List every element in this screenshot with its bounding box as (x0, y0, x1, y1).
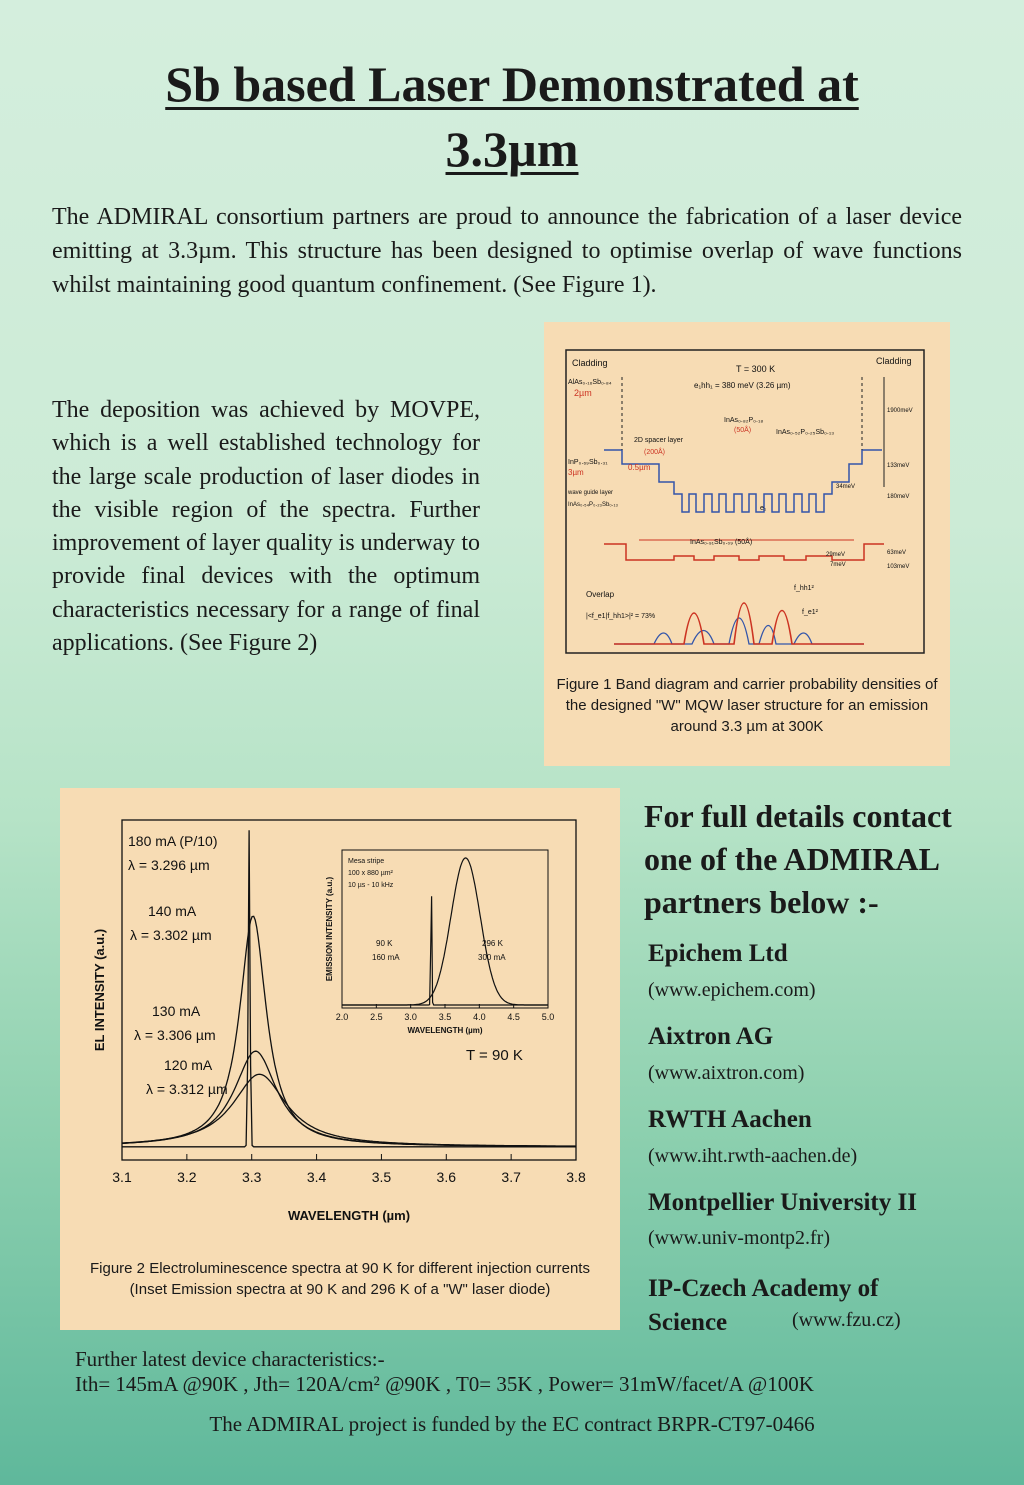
x-tick-label: 3.5 (371, 1169, 392, 1185)
label-inp: InP₀.₆₉Sb₀.₃₁ (568, 459, 608, 466)
label-inasps: InAs₀.₅₂P₀.₂₅Sb₀.₁₃ (776, 429, 835, 436)
page-title: Sb based Laser Demonstrated at (165, 56, 859, 112)
label-overlap-value: |<f_e1|f_hh1>|² = 73% (586, 613, 656, 620)
label-inasp-thickness: (50Å) (734, 427, 752, 434)
funding-statement: The ADMIRAL project is funded by the EC contract BRPR-CT97-0466 (209, 1412, 815, 1436)
inset-series-sub: 300 mA (478, 953, 506, 962)
temperature-annotation: T = 90 K (466, 1047, 523, 1064)
inset-x-axis-label: WAVELENGTH (µm) (407, 1026, 483, 1035)
further-characteristics-label: Further latest device characteristics:- (75, 1347, 385, 1371)
figure-1-panel (544, 322, 950, 766)
label-fhh1: f_hh1² (794, 585, 814, 592)
figure-2-caption (65, 1258, 615, 1300)
series-label: 140 mA (148, 903, 197, 919)
label-1900mev: 1900meV (887, 408, 913, 414)
figure-2-caption-line2: (Inset Emission spectra at 90 K and 296 K of a "W" laser diode) (129, 1281, 551, 1298)
inset-note: 100 x 880 µm² (348, 870, 393, 877)
series-wavelength: λ = 3.296 µm (128, 857, 210, 873)
label-overlap: Overlap (586, 590, 615, 599)
figure-2-caption-line1: Figure 2 Electroluminescence spectra at 90 K for different injection currents (90, 1260, 590, 1277)
label-cladding-right: Cladding (876, 356, 912, 366)
y-axis-label: EL INTENSITY (a.u.) (92, 928, 107, 1052)
series-label: 130 mA (152, 1003, 201, 1019)
x-tick-label: 3.3 (241, 1169, 262, 1185)
label-inasp: InAs₀.₈₂P₀.₁₈ (724, 417, 764, 424)
partner-name: Montpellier University II (648, 1189, 917, 1216)
partner-url[interactable]: (www.univ-montp2.fr) (648, 1227, 831, 1249)
partner-name: Aixtron AG (648, 1023, 774, 1050)
partner-name: IP-Czech Academy of Science (648, 1275, 879, 1336)
inset-x-tick-label: 4.0 (473, 1012, 486, 1022)
label-cladding-thickness: 2µm (574, 388, 592, 398)
inset-x-tick-label: 2.5 (370, 1012, 383, 1022)
inset-note: Mesa stripe (348, 858, 385, 865)
inset-note: 10 µs - 10 kHz (348, 882, 394, 889)
partner-name: Epichem Ltd (648, 940, 788, 967)
inset-x-tick-label: 5.0 (541, 1012, 555, 1022)
label-cladding-left: Cladding (572, 358, 608, 368)
contact-heading: For full details contact one of the ADMIRAL partners below :- (644, 798, 952, 920)
device-specs: Ith= 145mA @90K , Jth= 120A/cm² @90K , T0= 35K , Power= 31mW/facet/A @100K (75, 1372, 814, 1396)
series-wavelength: λ = 3.302 µm (130, 927, 212, 943)
partner-url[interactable]: (www.iht.rwth-aachen.de) (648, 1145, 858, 1167)
deposition-paragraph: The deposition was achieved by MOVPE, which is a well established technology for the large scale production of laser diodes in the visible region of the spectra. Further improvement of layer quality is underway to provide final devices with the optimum characteristics necessary for a range of final applications. (See Figure 2) (52, 397, 480, 657)
intro-paragraph: The ADMIRAL consortium partners are proud to announce the fabrication of a laser device emitting at 3.3µm. This structure has been designed to optimise overlap of wave functions whilst maintaining good quantum confinement. (See Figure 1). (52, 204, 962, 298)
el-spectra-chart (60, 788, 620, 1248)
inset-x-tick-label: 4.5 (507, 1012, 520, 1022)
figure-2-panel (60, 788, 620, 1330)
label-temperature: T = 300 K (736, 364, 776, 374)
band-diagram (544, 322, 950, 672)
x-tick-label: 3.8 (566, 1169, 586, 1185)
x-axis-label: WAVELENGTH (µm) (287, 1208, 411, 1223)
label-half-micron: 0.5µm (628, 463, 651, 472)
label-180mev: 180meV (887, 494, 910, 500)
label-29mev: 29meV (826, 552, 846, 558)
label-e1: e₁ (760, 505, 767, 512)
label-cladding-composition: AlAs₀.₁₆Sb₀.₈₄ (568, 379, 612, 386)
page-title-wavelength: 3.3µm (445, 121, 579, 177)
label-inassb: InAs₀.₉₁Sb₀.₀₉ (50Å) (690, 539, 753, 546)
series-wavelength: λ = 3.306 µm (134, 1027, 216, 1043)
x-tick-label: 3.7 (501, 1169, 521, 1185)
inset-x-tick-label: 2.0 (335, 1012, 349, 1022)
inset-series-label: 296 K (482, 939, 503, 948)
label-63mev: 63meV (887, 550, 907, 556)
inset-y-axis-label: EMISSION INTENSITY (a.u.) (325, 876, 334, 982)
x-tick-label: 3.6 (436, 1169, 457, 1185)
label-133mev: 133meV (887, 463, 910, 469)
partner-url[interactable]: (www.fzu.cz) (792, 1309, 901, 1331)
series-label: 180 mA (P/10) (128, 833, 218, 849)
label-waveguide-composition: InAs₀.₅₄P₀.₂₃Sb₀.₁₃ (568, 502, 618, 508)
label-waveguide: wave guide layer (568, 490, 614, 496)
label-7mev: 7meV (830, 562, 846, 568)
partner-name: RWTH Aachen (648, 1106, 812, 1133)
x-tick-label: 3.2 (177, 1169, 197, 1185)
label-inp-thickness: 3µm (568, 468, 584, 477)
label-transition-energy: e₁hh₁ = 380 meV (3.26 µm) (694, 381, 791, 390)
inset-x-tick-label: 3.0 (404, 1012, 417, 1022)
inset-series-label: 90 K (376, 939, 393, 948)
label-spacer-thickness: (200Å) (644, 449, 666, 456)
label-fe1: f_e1² (802, 609, 818, 616)
x-tick-label: 3.4 (306, 1169, 327, 1185)
inset-x-tick-label: 3.5 (438, 1012, 452, 1022)
label-34mev: 34meV (836, 484, 856, 490)
figure-1-caption: Figure 1 Band diagram and carrier probability densities of the designed "W" MQW laser structure for an emission around 3.3 µm at 300K (556, 676, 938, 735)
series-wavelength: λ = 3.312 µm (146, 1081, 228, 1097)
partner-url[interactable]: (www.aixtron.com) (648, 1062, 805, 1084)
inset-series-sub: 160 mA (372, 953, 400, 962)
label-103mev: 103meV (887, 564, 910, 570)
x-tick-label: 3.1 (112, 1169, 132, 1185)
label-spacer-layer: 2D spacer layer (634, 437, 684, 444)
series-label: 120 mA (164, 1057, 213, 1073)
partner-url[interactable]: (www.epichem.com) (648, 979, 816, 1001)
